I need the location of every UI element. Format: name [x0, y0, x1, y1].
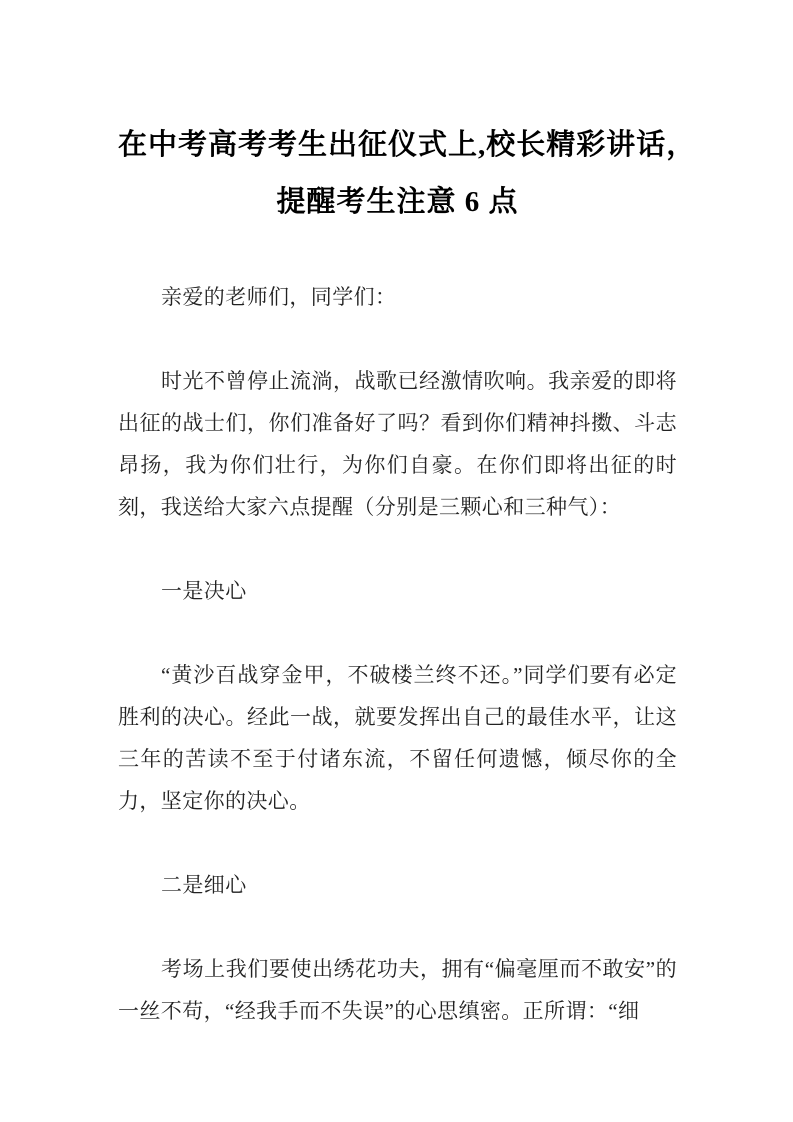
document-title-line-1: 在中考高考考生出征仪式上,校长精彩讲话，: [118, 129, 697, 161]
document-title: [118, 117, 697, 231]
document-title-line-2: 提醒考生注意 6 点: [276, 186, 519, 218]
paragraph-section-2-body: 考场上我们要使出绣花功夫，拥有“偏毫厘而不敢安”的一丝不苟，“经我手而不失误”的心思缜密。正所谓：“细: [118, 957, 677, 1023]
paragraph-salutation: 亲爱的老师们，同学们：: [161, 285, 397, 309]
paragraph-intro: 时光不曾停止流淌，战歌已经激情吹响。我亲爱的即将出征的战士们，你们准备好了吗？看到你们精神抖擞、斗志昂扬，我为你们壮行，为你们自豪。在你们即将出征的时刻，我送给大家六点提醒（分别是三颗心和三种气）：: [118, 369, 677, 519]
section-heading-1: 一是决心: [161, 579, 247, 603]
paragraph-section-1-body: “黄沙百战穿金甲，不破楼兰终不还。”同学们要有必定胜利的决心。经此一战，就要发挥出自己的最佳水平，让这三年的苦读不至于付诸东流，不留任何遗憾，倾尽你的全力，坚定你的决心。: [118, 663, 677, 813]
section-heading-2: 二是细心: [161, 873, 247, 897]
